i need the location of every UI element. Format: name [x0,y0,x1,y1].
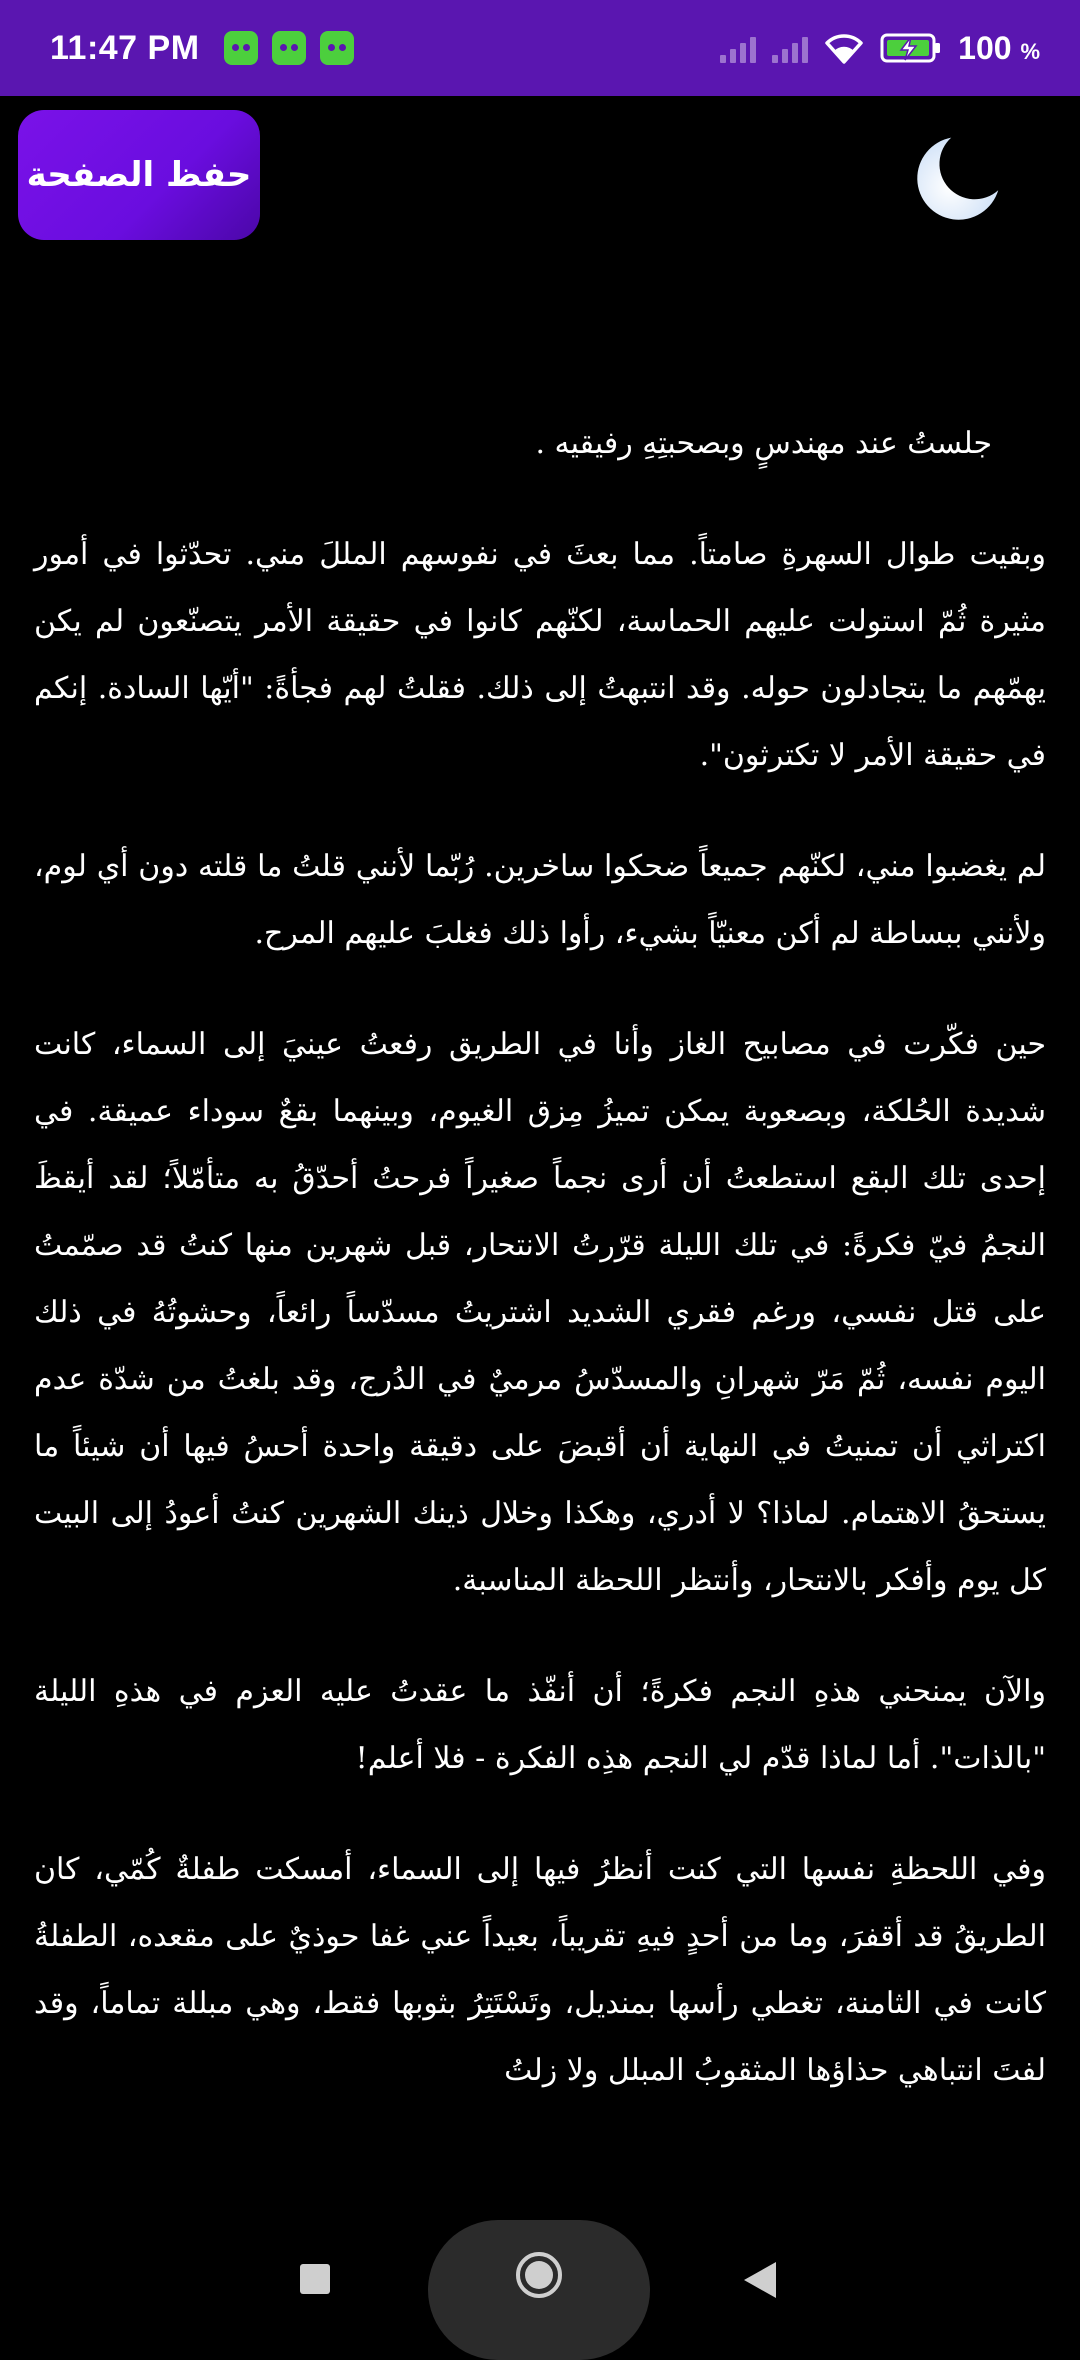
moon-icon[interactable] [908,132,1002,226]
article-paragraph: حين فكّرت في مصابيح الغاز وأنا في الطريق رفعتُ عينيَ إلى السماء، كانت شديدة الحُلكة، وبصعوبة يمكن تميزُ مِزق الغيوم، وبينهما بقعٌ سوداء عميقة. في إحدى تلك البقع استطعتُ أن أرى نجماً صغيراً فرحتُ أحدّقُ به متأمّلاً؛ لقد أيقظَ النجمُ فيّ فكرةً: في تلك الليلة قرّرتُ الانتحار، قبل شهرين منها كنتُ قد صمّمتُ على قتل نفسي، ورغم فقري الشديد اشتريتُ مسدّساً رائعاً، وحشوتُهُ في ذلك اليوم نفسه، ثُمّ مَرّ شهرانِ والمسدّسُ مرميٌ في الدُرج، وقد بلغتُ من شدّة عدم اكتراثي أن تمنيتُ في النهاية أن أقبضَ على دقيقة واحدة أحسُ فيها أن شيئاً ما يستحقُ الاهتمام. لماذا؟ لا أدري، وهكذا وخلال ذينك الشهرين كنتُ أعودُ إلى البيت كل يوم وأفكر بالانتحار، وأنتظر اللحظة المناسبة. [34,1011,1046,1614]
navigation-bar [0,2184,1080,2340]
home-circle-icon[interactable] [514,2250,564,2300]
article-content [34,410,1046,2148]
battery-charging-icon [880,32,942,64]
article-paragraph: وبقيت طوال السهرةِ صامتاً. مما بعثَ في نفوسهم المللَ مني. تحدّثوا في أمور مثيرة ثُمّ استولت عليهم الحماسة، لكنّهم كانوا في حقيقة الأمر يتصنّعون لم يكن يهمّهم ما يتجادلون حوله. وقد انتبهتُ إلى ذلك. فقلتُ لهم فجأةً: "أيّها السادة. إنكم في حقيقة الأمر لا تكترثون". [34,521,1046,789]
article-paragraph: جلستُ عند مهندسٍ وبصحبتِهِ رفيقيه . [34,410,1046,477]
article-paragraph: وفي اللحظةِ نفسها التي كنت أنظرُ فيها إلى السماء، أمسكت طفلةٌ كُمّي، كان الطريقُ قد أقفرَ، وما من أحدٍ فيهِ تقريباً، بعيداً عني غفا حوذيٌ على مقعده، الطفلةُ كانت في الثامنة، تغطي رأسها بمنديل، وتَسْتَتِرُ بثوبها فقط، وهي مبللة تماماً، وقد لفتَ انتباهي حذاؤها المثقوبُ المبلل ولا زلتُ [34,1836,1046,2104]
top-toolbar [0,96,1080,296]
back-triangle-icon[interactable] [742,2260,778,2300]
android-notification-icon [320,31,354,65]
article-paragraph: لم يغضبوا مني، لكنّهم جميعاً ضحكوا ساخرين. رُبّما لأنني قلتُ ما قلته دون أي لوم، ولأنني ببساطة لم أكن معنيّاً بشيء، رأوا ذلك فغلبَ عليهم المرح. [34,833,1046,967]
wifi-icon [824,32,864,64]
save-page-button[interactable]: حفظ الصفحة [18,110,260,240]
android-notification-icon [224,31,258,65]
status-time: 11:47 PM [50,29,200,68]
battery-level: 100 % [958,30,1040,67]
status-indicators [720,30,1040,67]
recents-square-icon[interactable] [300,2264,330,2294]
signal-icon [772,33,808,63]
android-notification-icon [272,31,306,65]
notification-icons [224,31,354,65]
signal-icon [720,33,756,63]
article-paragraph: والآن يمنحني هذهِ النجم فكرةً؛ أن أنفّذ ما عقدتُ عليه العزم في هذهِ الليلة "بالذات". أما لماذا قدّم لي النجم هذِه الفكرة - فلا أعلم! [34,1658,1046,1792]
status-bar [0,0,1080,96]
